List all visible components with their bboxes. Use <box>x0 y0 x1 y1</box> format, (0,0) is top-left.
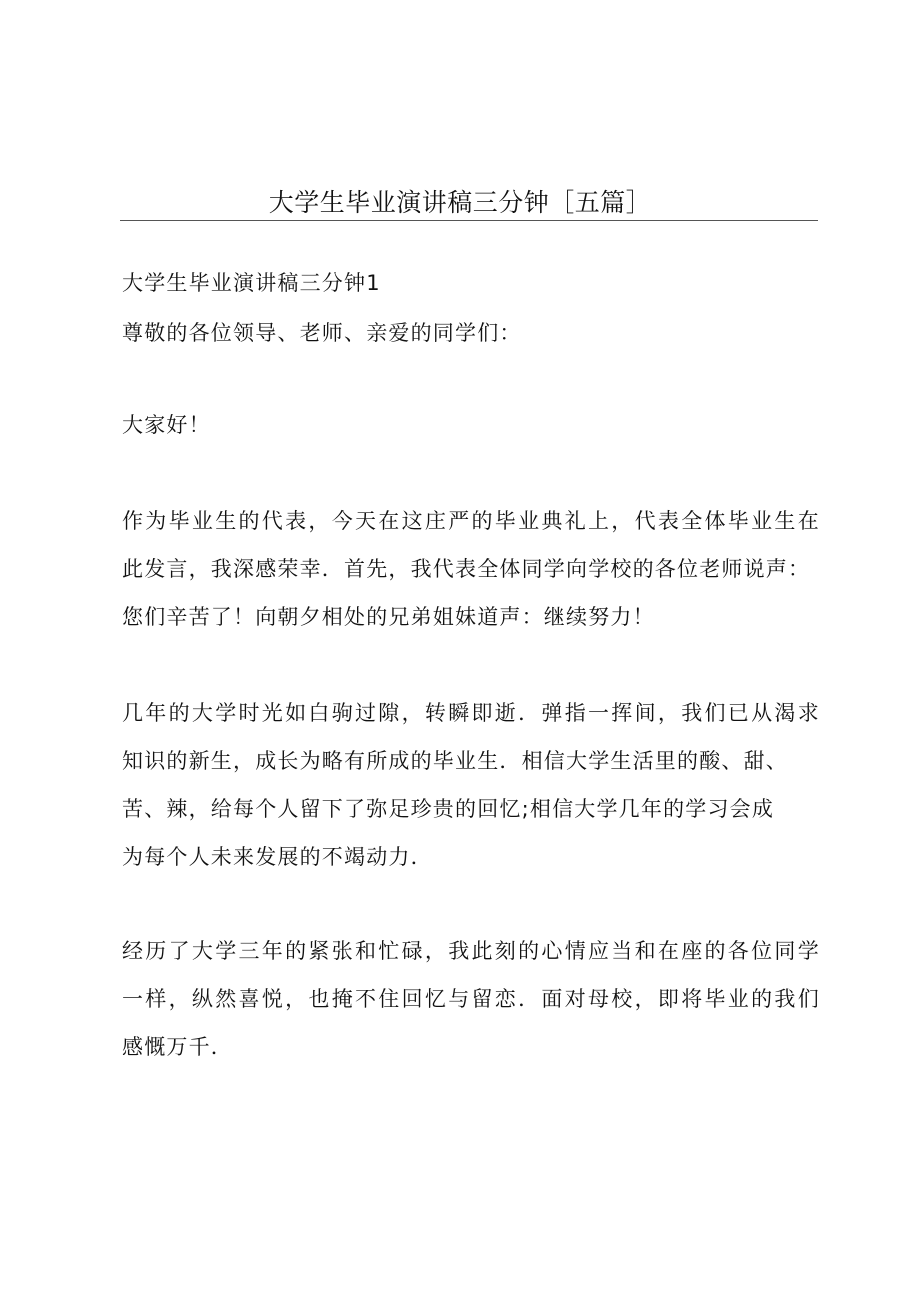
paragraph-3-line-3: 感慨万千． <box>122 1035 233 1059</box>
page-title: 大学生毕业演讲稿三分钟［五篇］ <box>268 188 652 217</box>
paragraph-1-line-2: 此发言，我深感荣幸．首先，我代表全体同学向学校的各位老师说声： <box>122 557 811 581</box>
greeting-line: 大家好！ <box>122 413 211 437</box>
paragraph-1-line-1: 作为毕业生的代表，今天在这庄严的毕业典礼上，代表全体毕业生在 <box>122 509 821 533</box>
paragraph-3-line-2: 一样，纵然喜悦，也掩不住回忆与留恋．面对母校，即将毕业的我们 <box>122 987 821 1011</box>
paragraph-2-line-1: 几年的大学时光如白驹过隙，转瞬即逝．弹指一挥间，我们已从渴求 <box>122 701 821 725</box>
paragraph-2-line-2: 知识的新生，成长为略有所成的毕业生．相信大学生活里的酸、甜、 <box>122 749 788 773</box>
paragraph-2-line-4: 为每个人未来发展的不竭动力． <box>122 845 433 869</box>
section-heading: 大学生毕业演讲稿三分钟1 <box>122 271 381 295</box>
paragraph-1-line-3: 您们辛苦了！向朝夕相处的兄弟姐妹道声：继续努力！ <box>122 605 655 629</box>
salutation-line: 尊敬的各位领导、老师、亲爱的同学们： <box>122 321 522 345</box>
paragraph-3-line-1: 经历了大学三年的紧张和忙碌，我此刻的心情应当和在座的各位同学 <box>122 939 821 963</box>
paragraph-2-line-3: 苦、辣，给每个人留下了弥足珍贵的回忆;相信大学几年的学习会成 <box>122 797 775 821</box>
title-underline <box>120 220 818 221</box>
